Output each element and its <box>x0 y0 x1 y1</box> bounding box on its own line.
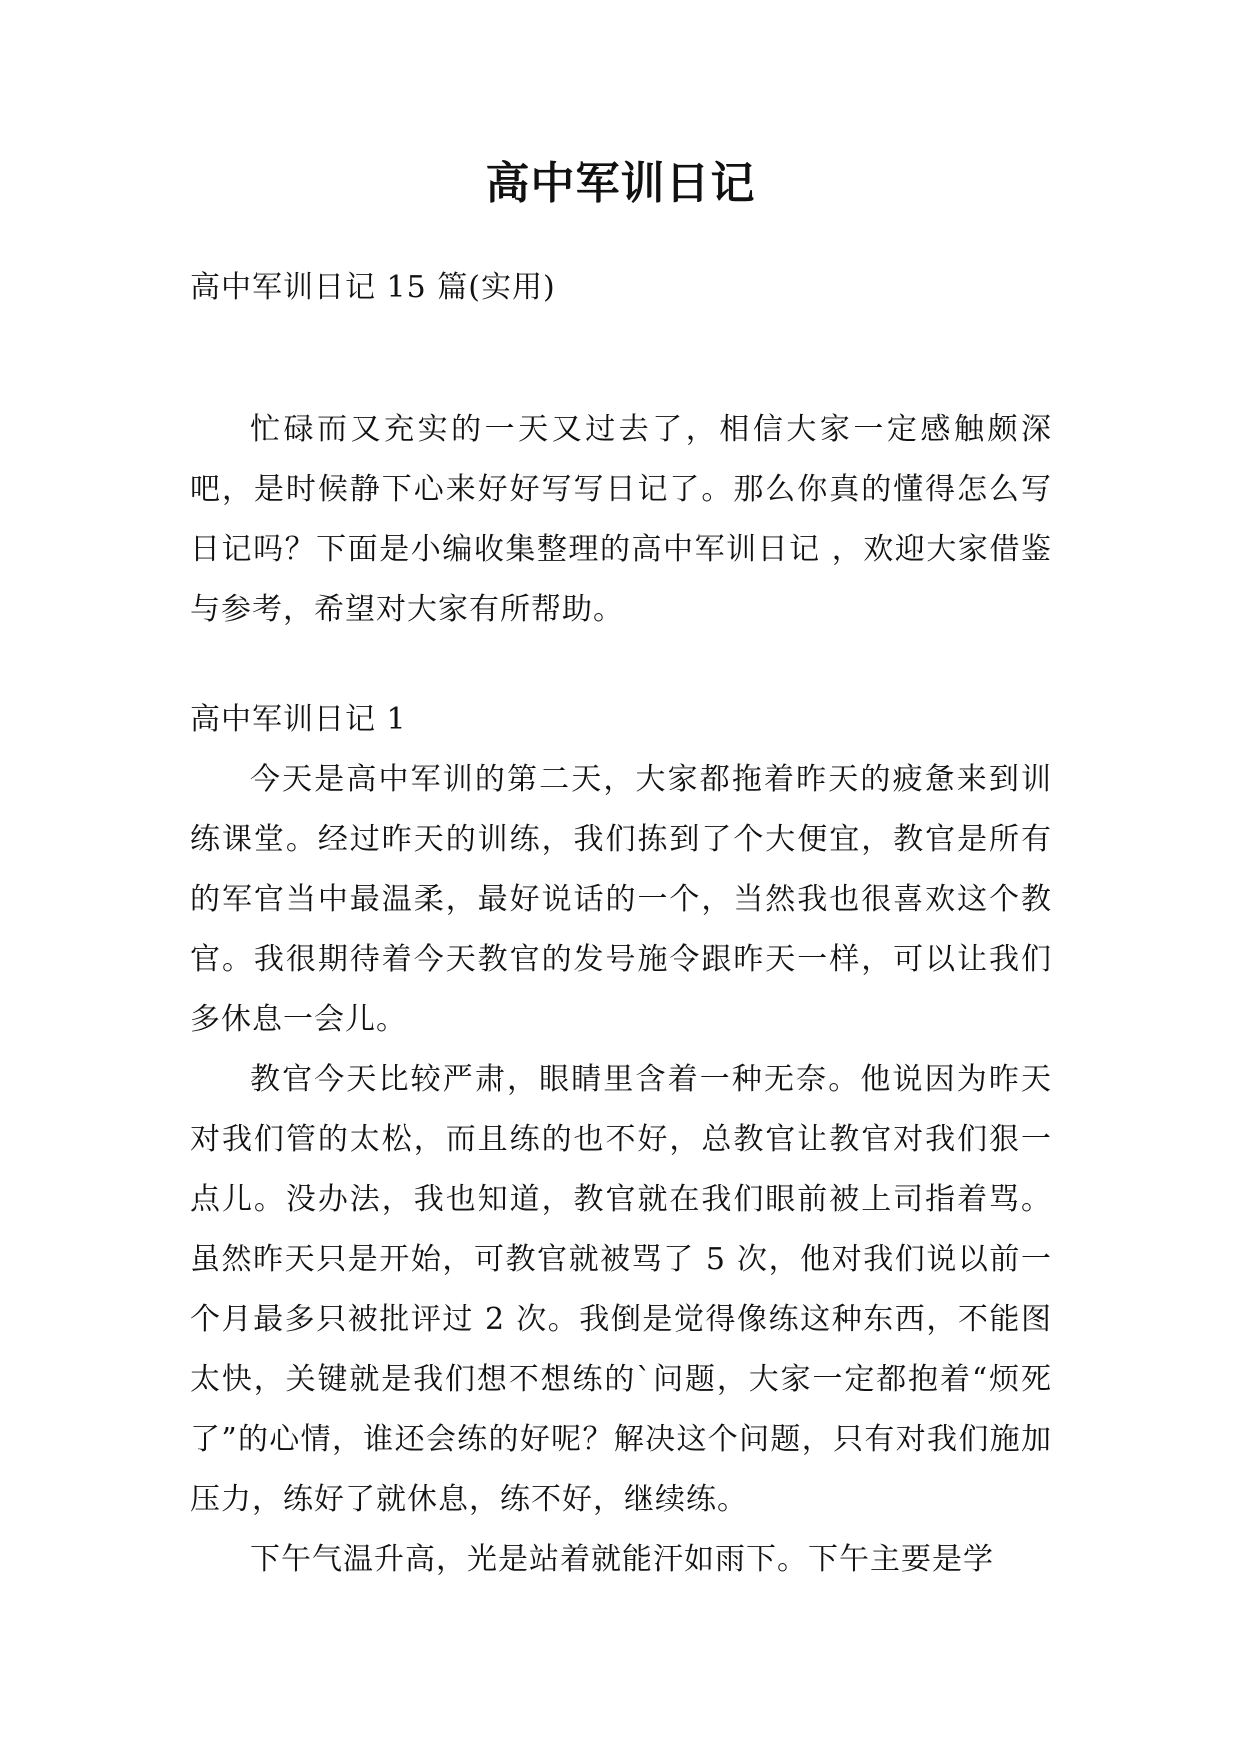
section-1 <box>190 690 1052 1590</box>
section-1-paragraph-3: 下午气温升高，光是站着就能汗如雨下。下午主要是学 <box>250 1542 994 1577</box>
section-1-paragraph-2: 教官今天比较严肃，眼睛里含着一种无奈。他说因为昨天对我们管的太松，而且练的也不好，总教官让教官对我们狠一点儿。没办法，我也知道，教官就在我们眼前被上司指着骂。虽然昨天只是开始，可教官就被骂了 5 次，他对我们说以前一个月最多只被批评过 2 次。我倒是觉得像练这种东西，不能图太快，关键就是我们想不想练的`问题，大家一定都抱着“烦死了”的心情，谁还会练的好呢？解决这个问题，只有对我们施加压力，练好了就休息，练不好，继续练。 <box>190 1062 1052 1517</box>
intro-block <box>190 400 1052 640</box>
section-1-heading: 高中军训日记 1 <box>190 702 407 737</box>
document-subtitle: 高中军训日记 15 篇(实用) <box>190 270 556 305</box>
intro-paragraph: 忙碌而又充实的一天又过去了，相信大家一定感触颇深吧，是时候静下心来好好写写日记了。那么你真的懂得怎么写日记吗？下面是小编收集整理的高中军训日记 ，欢迎大家借鉴与参考，希望对大家有所帮助。 <box>190 412 1052 627</box>
section-1-paragraph-1: 今天是高中军训的第二天，大家都拖着昨天的疲惫来到训练课堂。经过昨天的训练，我们拣到了个大便宜，教官是所有的军官当中最温柔，最好说话的一个，当然我也很喜欢这个教官。我很期待着今天教官的发号施令跟昨天一样，可以让我们多休息一会儿。 <box>190 762 1052 1037</box>
document-title: 高中军训日记 <box>485 158 756 209</box>
